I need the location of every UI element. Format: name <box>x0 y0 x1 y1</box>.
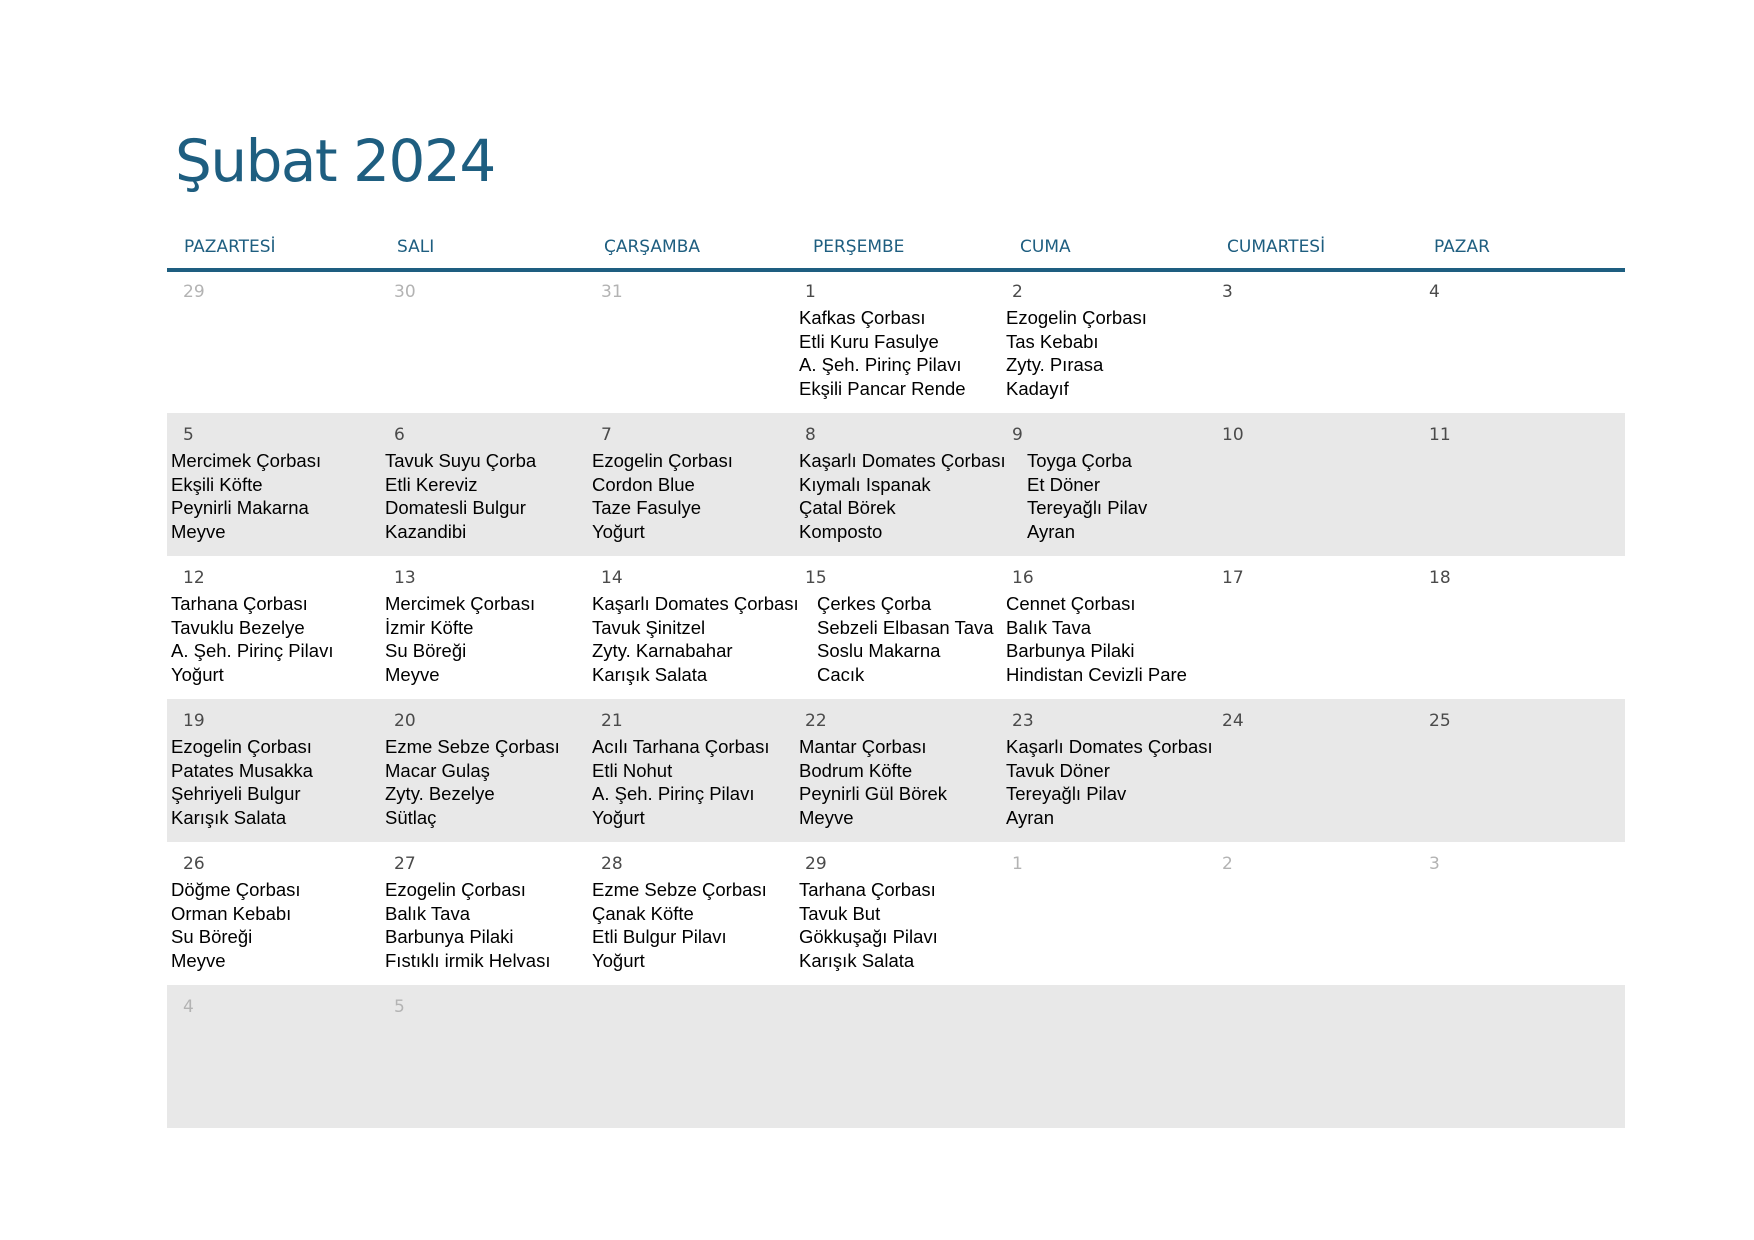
day-number: 29 <box>183 282 205 302</box>
day-number: 23 <box>1012 711 1034 731</box>
menu-item: Sebzeli Elbasan Tava <box>817 616 994 638</box>
menu-item: Balık Tava <box>385 902 471 924</box>
menu-item: Tereyağlı Pilav <box>1006 783 1127 804</box>
day-cell <box>1202 270 1409 413</box>
day-number: 2 <box>1012 282 1023 302</box>
menu-list <box>592 449 733 543</box>
menu-item: Çatal Börek <box>799 497 896 518</box>
menu-item: Etli Kereviz <box>385 473 478 495</box>
menu-item: Tarhana Çorbası <box>799 879 936 900</box>
day-cell <box>1409 699 1625 842</box>
day-cell <box>581 985 788 1128</box>
menu-item: Su Böreği <box>385 640 467 661</box>
day-number: 3 <box>1222 282 1233 302</box>
day-cell <box>788 842 995 985</box>
day-number: 15 <box>805 568 827 588</box>
menu-item: Ekşili Köfte <box>171 473 263 495</box>
day-cell <box>374 556 581 699</box>
menu-item: Acılı Tarhana Çorbası <box>592 736 770 757</box>
page-title: Şubat 2024 <box>175 127 495 195</box>
day-number: 21 <box>601 711 623 731</box>
day-cell <box>788 985 995 1128</box>
menu-item: Meyve <box>799 806 854 828</box>
menu-item: Sütlaç <box>385 806 437 828</box>
day-number: 1 <box>805 282 816 302</box>
day-number: 12 <box>183 568 205 588</box>
menu-item: Tavuklu Bezelye <box>171 616 305 638</box>
menu-list <box>799 306 966 400</box>
menu-item: A. Şeh. Pirinç Pilavı <box>592 783 755 804</box>
weekday-monday: PAZARTESİ <box>184 237 276 257</box>
menu-item: Cacık <box>817 663 865 685</box>
week-row <box>167 556 1625 699</box>
menu-list <box>817 592 994 686</box>
day-number: 19 <box>183 711 205 731</box>
menu-item: Barbunya Pilaki <box>385 926 514 947</box>
week-row <box>167 270 1625 413</box>
menu-item: Yoğurt <box>592 806 645 828</box>
weekday-thursday: PERŞEMBE <box>813 237 905 257</box>
menu-item: Tavuk Suyu Çorba <box>385 450 537 471</box>
menu-item: Karışık Salata <box>171 806 287 828</box>
menu-item: Bodrum Köfte <box>799 759 913 781</box>
menu-item: Meyve <box>171 520 226 542</box>
day-cell <box>1409 985 1625 1128</box>
weekday-friday: CUMA <box>1020 237 1071 257</box>
day-cell <box>167 413 374 556</box>
menu-item: Tereyağlı Pilav <box>1027 497 1148 518</box>
day-cell <box>581 413 788 556</box>
menu-list <box>385 735 560 829</box>
menu-item: Komposto <box>799 520 883 542</box>
day-number: 27 <box>394 854 416 874</box>
menu-item: Meyve <box>385 663 440 685</box>
week-row <box>167 985 1625 1128</box>
day-cell <box>995 699 1213 842</box>
day-cell <box>1202 413 1409 556</box>
menu-list <box>592 878 767 972</box>
menu-item: Yoğurt <box>592 949 645 971</box>
day-number: 10 <box>1222 425 1244 445</box>
day-cell <box>1202 699 1409 842</box>
menu-item: Karışık Salata <box>592 663 708 685</box>
day-number: 14 <box>601 568 623 588</box>
menu-item: Hindistan Cevizli Pare <box>1006 663 1187 685</box>
menu-item: Peynirli Makarna <box>171 497 309 518</box>
menu-item: Mercimek Çorbası <box>171 450 322 471</box>
menu-item: Tarhana Çorbası <box>171 593 308 614</box>
menu-item: Fıstıklı irmik Helvası <box>385 949 551 971</box>
menu-item: Meyve <box>171 949 226 971</box>
day-cell <box>995 270 1202 413</box>
day-number: 4 <box>183 997 194 1017</box>
menu-item: Kazandibi <box>385 520 467 542</box>
menu-list <box>171 449 321 543</box>
menu-item: Tavuk But <box>799 902 881 924</box>
weekday-saturday: CUMARTESİ <box>1227 237 1326 257</box>
day-number: 17 <box>1222 568 1244 588</box>
menu-list <box>799 735 947 829</box>
menu-list <box>592 592 799 686</box>
menu-item: Barbunya Pilaki <box>1006 640 1135 661</box>
day-number: 31 <box>601 282 623 302</box>
day-cell <box>788 699 995 842</box>
menu-item: Mantar Çorbası <box>799 736 927 757</box>
day-cell <box>995 413 1202 556</box>
day-cell <box>1202 842 1409 985</box>
day-cell <box>167 270 374 413</box>
menu-item: Tavuk Şinitzel <box>592 616 706 638</box>
menu-item: Gökkuşağı Pilavı <box>799 926 938 947</box>
day-number: 25 <box>1429 711 1451 731</box>
weekday-header <box>167 232 1625 272</box>
day-number: 5 <box>394 997 405 1017</box>
weekday-sunday: PAZAR <box>1434 237 1490 257</box>
menu-list <box>171 878 301 972</box>
menu-item: Mercimek Çorbası <box>385 593 536 614</box>
weekday-wednesday: ÇARŞAMBA <box>604 237 701 257</box>
menu-item: Ezogelin Çorbası <box>385 879 526 900</box>
day-cell <box>1409 556 1625 699</box>
menu-list <box>1006 592 1187 686</box>
menu-list <box>171 735 313 829</box>
day-number: 1 <box>1012 854 1023 874</box>
menu-item: Kaşarlı Domates Çorbası <box>799 450 1006 471</box>
menu-item: Döğme Çorbası <box>171 879 301 900</box>
menu-item: Zyty. Pırasa <box>1006 354 1104 375</box>
day-cell <box>581 842 788 985</box>
day-cell <box>788 556 995 699</box>
menu-item: Ezogelin Çorbası <box>592 450 733 471</box>
day-number: 6 <box>394 425 405 445</box>
menu-item: A. Şeh. Pirinç Pilavı <box>171 640 334 661</box>
menu-item: Tas Kebabı <box>1006 330 1099 352</box>
day-cell <box>167 842 374 985</box>
menu-list <box>1006 735 1213 829</box>
menu-item: Ekşili Pancar Rende <box>799 377 966 399</box>
menu-item: Etli Nohut <box>592 759 673 781</box>
day-cell <box>995 556 1202 699</box>
menu-item: Yoğurt <box>592 520 645 542</box>
menu-list <box>592 735 770 829</box>
day-number: 7 <box>601 425 612 445</box>
day-number: 24 <box>1222 711 1244 731</box>
day-cell <box>1202 556 1409 699</box>
day-number: 9 <box>1012 425 1023 445</box>
day-cell <box>995 985 1202 1128</box>
menu-item: Ezme Sebze Çorbası <box>592 879 767 900</box>
menu-item: Et Döner <box>1027 473 1101 495</box>
menu-list <box>799 449 1006 543</box>
day-number: 2 <box>1222 854 1233 874</box>
menu-item: Kaşarlı Domates Çorbası <box>1006 736 1213 757</box>
menu-item: Ezogelin Çorbası <box>1006 307 1147 328</box>
day-number: 18 <box>1429 568 1451 588</box>
menu-list <box>385 449 536 543</box>
menu-item: Kafkas Çorbası <box>799 307 926 328</box>
day-cell <box>1202 985 1409 1128</box>
menu-item: Macar Gulaş <box>385 759 490 781</box>
day-cell <box>788 413 1006 556</box>
menu-item: A. Şeh. Pirinç Pilavı <box>799 354 962 375</box>
day-number: 28 <box>601 854 623 874</box>
day-cell <box>167 556 374 699</box>
day-cell <box>581 270 788 413</box>
week-row <box>167 413 1625 556</box>
day-cell <box>374 985 581 1128</box>
menu-item: Kadayıf <box>1006 377 1069 399</box>
menu-item: Soslu Makarna <box>817 640 941 661</box>
menu-item: Su Böreği <box>171 926 253 947</box>
day-number: 29 <box>805 854 827 874</box>
menu-item: Orman Kebabı <box>171 902 292 924</box>
menu-item: Balık Tava <box>1006 616 1092 638</box>
day-cell <box>581 556 799 699</box>
menu-item: Zyty. Bezelye <box>385 783 495 804</box>
menu-item: Domatesli Bulgur <box>385 497 526 518</box>
menu-item: Etli Bulgur Pilavı <box>592 926 727 947</box>
menu-item: Kaşarlı Domates Çorbası <box>592 593 799 614</box>
menu-item: Ayran <box>1027 520 1075 542</box>
menu-item: Kıymalı Ispanak <box>799 473 931 495</box>
day-number: 3 <box>1429 854 1440 874</box>
menu-item: Çerkes Çorba <box>817 593 932 614</box>
weekday-tuesday: SALI <box>397 237 435 257</box>
menu-list <box>799 878 938 972</box>
menu-item: Ayran <box>1006 806 1054 828</box>
day-cell <box>788 270 995 413</box>
menu-list <box>1006 306 1147 400</box>
day-cell <box>374 413 581 556</box>
week-row <box>167 842 1625 985</box>
menu-item: Karışık Salata <box>799 949 915 971</box>
menu-item: Cordon Blue <box>592 473 695 495</box>
menu-item: Yoğurt <box>171 663 224 685</box>
menu-item: Zyty. Karnabahar <box>592 640 733 661</box>
menu-item: Taze Fasulye <box>592 497 701 518</box>
day-cell <box>581 699 788 842</box>
day-cell <box>374 699 581 842</box>
menu-list <box>385 878 550 972</box>
menu-item: Ezogelin Çorbası <box>171 736 312 757</box>
menu-item: Şehriyeli Bulgur <box>171 783 301 804</box>
day-number: 20 <box>394 711 416 731</box>
week-row <box>167 699 1625 842</box>
day-number: 22 <box>805 711 827 731</box>
menu-item: Patates Musakka <box>171 759 313 781</box>
menu-item: İzmir Köfte <box>385 616 474 638</box>
menu-list <box>1027 449 1147 543</box>
day-number: 13 <box>394 568 416 588</box>
menu-item: Toyga Çorba <box>1027 450 1132 471</box>
day-number: 30 <box>394 282 416 302</box>
day-cell <box>167 985 374 1128</box>
day-number: 4 <box>1429 282 1440 302</box>
day-cell <box>374 270 581 413</box>
menu-item: Çanak Köfte <box>592 902 694 924</box>
day-cell <box>995 842 1202 985</box>
day-number: 26 <box>183 854 205 874</box>
menu-list <box>385 592 535 686</box>
menu-list <box>171 592 333 686</box>
day-number: 5 <box>183 425 194 445</box>
menu-item: Cennet Çorbası <box>1006 593 1136 614</box>
day-cell <box>1409 413 1625 556</box>
day-number: 16 <box>1012 568 1034 588</box>
day-cell <box>167 699 374 842</box>
menu-item: Ezme Sebze Çorbası <box>385 736 560 757</box>
day-cell <box>374 842 581 985</box>
day-cell <box>1409 270 1625 413</box>
day-number: 8 <box>805 425 816 445</box>
day-cell <box>1409 842 1625 985</box>
menu-item: Peynirli Gül Börek <box>799 783 948 804</box>
day-number: 11 <box>1429 425 1451 445</box>
menu-item: Tavuk Döner <box>1006 759 1110 781</box>
menu-item: Etli Kuru Fasulye <box>799 330 939 352</box>
